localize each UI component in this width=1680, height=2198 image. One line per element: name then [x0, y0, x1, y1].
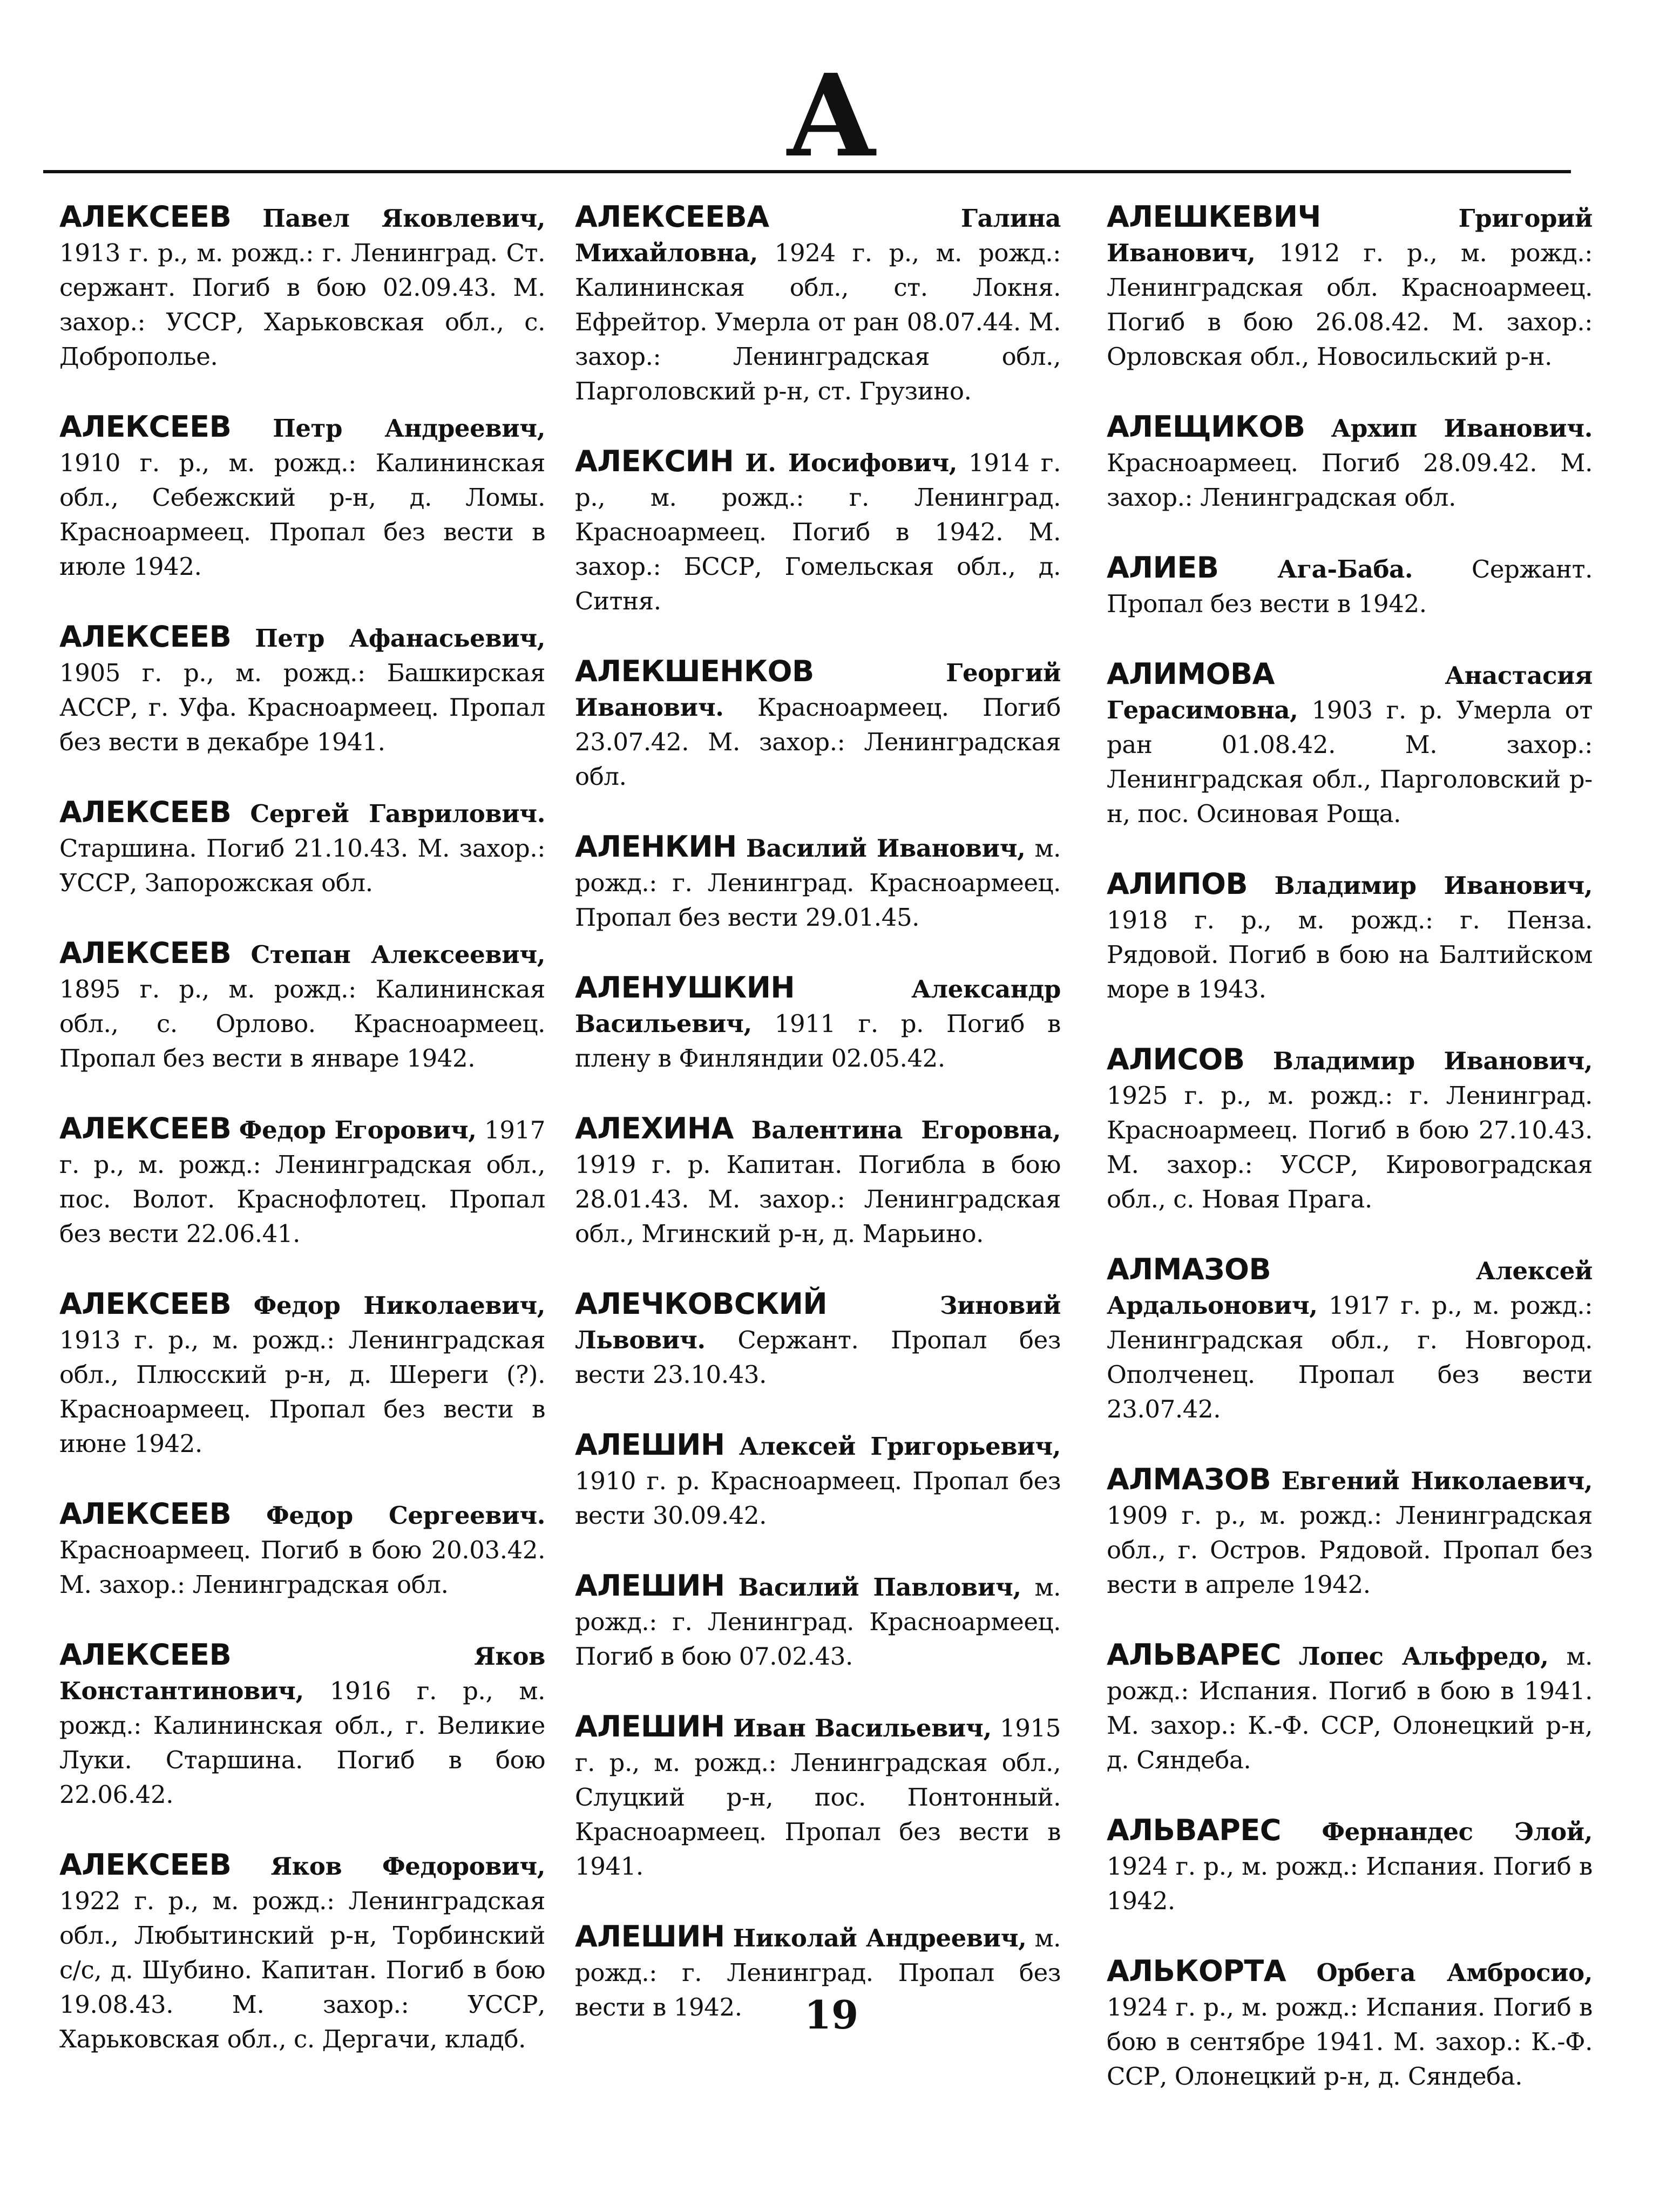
entry-surname: АЛЕКСЕЕВ: [59, 1638, 232, 1672]
entry-details: 1895 г. р., м. рожд.: Калининская обл., с. Орлово. Красноармеец. Пропал без вести в январе 1942.: [59, 975, 545, 1073]
list-item: [59, 795, 545, 900]
entry-surname: АЛМАЗОВ: [1107, 1252, 1271, 1286]
entry-given-name: Орбега Амбросио,: [1316, 1958, 1593, 1987]
list-item: [575, 1569, 1061, 1674]
entry-details: 1910 г. р. Красноармеец. Пропал без вести 30.09.42.: [575, 1467, 1061, 1530]
entry-details: Красноармеец. Погиб 28.09.42. М. захор.: Ленинградская обл.: [1107, 449, 1593, 512]
entry-surname: АЛЕКСЕЕВ: [59, 620, 232, 654]
entry-details: 1917 г. р., м. рожд.: Ленинградская обл., пос. Волот. Краснофлотец. Пропал без вести 22.06.41.: [59, 1116, 546, 1248]
entry-given-name: Яков Константинович,: [59, 1642, 545, 1705]
entry-surname: АЛИЕВ: [1107, 551, 1219, 585]
entry-given-name: Петр Андреевич,: [273, 414, 545, 443]
entry-given-name: Федор Сергеевич.: [266, 1501, 546, 1530]
entry-details: м. рожд.: г. Ленинград. Пропал без вести в 1942.: [575, 1924, 1061, 2021]
list-item: [59, 200, 545, 374]
list-item: [1107, 1638, 1593, 1778]
entry-given-name: Петр Афанасьевич,: [255, 624, 545, 653]
entry-surname: АЛЕХИНА: [575, 1111, 734, 1145]
entry-details: Красноармеец. Погиб 23.07.42. М. захор.: Ленинградская обл.: [575, 693, 1061, 791]
entry-details: 1919 г. р. Капитан. Погибла в бою 28.01.43. М. захор.: Ленинградская обл., Мгинский р-н, д. Марьино.: [575, 1150, 1061, 1248]
entry-given-name: Алексей Ардальонович,: [1107, 1257, 1593, 1320]
entry-details: 1925 г. р., м. рожд.: г. Ленинград. Красноармеец. Погиб в бою 27.10.43. М. захор.: УССР, Кировоградская обл., с. Новая Прага.: [1107, 1081, 1593, 1213]
entry-given-name: Владимир Иванович,: [1274, 871, 1593, 900]
entry-given-name: Николай Андреевич,: [733, 1924, 1027, 1952]
entry-given-name: Галина Михайловна,: [575, 204, 1061, 267]
entry-details: 1914 г. р., м. рожд.: г. Ленинград. Красноармеец. Погиб в 1942. М. захор.: БССР, Гомельская обл., д. Ситня.: [575, 449, 1061, 615]
entry-surname: АЛЕШИН: [575, 1569, 725, 1603]
entry-given-name: Евгений Николаевич,: [1281, 1467, 1593, 1495]
entry-details: Старшина. Погиб 21.10.43. М. захор.: УССР, Запорожская обл.: [59, 834, 545, 897]
entry-details: 1913 г. р., м. рожд.: Ленинградская обл., Плюсский р-н, д. Шереги (?). Красноармеец. Пропал без вести в июне 1942.: [59, 1326, 545, 1458]
page-number: 19: [804, 1992, 859, 2038]
list-item: [1107, 1042, 1593, 1217]
entry-surname: АЛЕЩИКОВ: [1107, 410, 1305, 444]
entry-details: Сержант. Пропал без вести в 1942.: [1107, 555, 1593, 618]
entry-given-name: Иван Васильевич,: [733, 1714, 992, 1742]
header-rule: [43, 170, 1571, 173]
entry-surname: АЛЕНУШКИН: [575, 971, 795, 1005]
list-item: [575, 1287, 1061, 1392]
entry-details: 1924 г. р., м. рожд.: Калининская обл., ст. Локня. Ефрейтор. Умерла от ран 08.07.44. М. захор.: Ленинградская обл., Парголовский р-н, ст. Грузино.: [575, 239, 1061, 405]
entry-surname: АЛЕКСЕЕВ: [59, 410, 232, 444]
entry-surname: АЛИСОВ: [1107, 1042, 1245, 1076]
entry-details: 1922 г. р., м. рожд.: Ленинградская обл., Любытинский р-н, Торбинский с/с, д. Шубино. Капитан. Погиб в бою 19.08.43. М. захор.: УССР, Харьковская обл., с. Дергачи, кладб.: [59, 1887, 545, 2053]
entry-details: 1918 г. р., м. рожд.: г. Пенза. Рядовой. Погиб в бою на Балтийском море в 1943.: [1107, 906, 1593, 1003]
entry-surname: АЛЕКСЕЕВ: [59, 795, 232, 829]
entry-given-name: Александр Васильевич,: [575, 975, 1061, 1038]
entry-surname: АЛЕКСЕЕВ: [59, 936, 232, 970]
entry-given-name: Архип Иванович.: [1331, 414, 1593, 443]
entry-surname: АЛЕШИН: [575, 1919, 725, 1953]
entry-given-name: Фернандес Элой,: [1322, 1817, 1593, 1846]
list-item: [59, 1111, 545, 1251]
entry-given-name: Степан Алексеевич,: [250, 940, 545, 969]
entry-surname: АЛЕШКЕВИЧ: [1107, 200, 1321, 234]
list-item: [1107, 1813, 1593, 1918]
list-item: [59, 620, 545, 759]
list-item: [575, 830, 1061, 935]
entry-surname: АЛЕКСЕЕВ: [59, 1497, 232, 1531]
entry-details: м. рожд.: г. Ленинград. Красноармеец. Погиб в бою 07.02.43.: [575, 1573, 1061, 1671]
list-item: [575, 1111, 1061, 1251]
list-item: [59, 936, 545, 1076]
entry-surname: АЛЕКСЕЕВ: [59, 1848, 232, 1882]
section-letter: А: [785, 49, 878, 182]
entry-details: 1910 г. р., м. рожд.: Калининская обл., Себежский р-н, д. Ломы. Красноармеец. Пропал без вести в июле 1942.: [59, 449, 545, 581]
entry-given-name: Зиновий Львович.: [575, 1291, 1061, 1354]
entry-details: 1915 г. р., м. рожд.: Ленинградская обл., Слуцкий р-н, пос. Понтонный. Красноармеец. Пропал без вести в 1941.: [575, 1714, 1061, 1881]
entry-given-name: Анастасия Герасимовна,: [1107, 661, 1593, 724]
list-item: [575, 1428, 1061, 1533]
entry-details: 1909 г. р., м. рожд.: Ленинградская обл., г. Остров. Рядовой. Пропал без вести в апреле 1942.: [1107, 1501, 1593, 1599]
entry-details: 1913 г. р., м. рожд.: г. Ленинград. Ст. сержант. Погиб в бою 02.09.43. М. захор.: УССР, Харьковская обл., с. Доброполье.: [59, 239, 545, 371]
list-item: [575, 444, 1061, 619]
entry-given-name: Федор Николаевич,: [253, 1291, 545, 1320]
entry-given-name: Яков Федорович,: [270, 1852, 546, 1881]
entry-surname: АЛЕКСЕЕВ: [59, 1287, 232, 1321]
entry-surname: АЛЬВАРЕС: [1107, 1813, 1281, 1847]
entry-given-name: Сергей Гаврилович.: [250, 799, 545, 828]
entry-given-name: Георгий Иванович.: [575, 659, 1061, 722]
entry-surname: АЛЬКОРТА: [1107, 1954, 1286, 1988]
list-item: [575, 1709, 1061, 1884]
entry-given-name: Павел Яковлевич,: [262, 204, 545, 233]
entry-details: 1912 г. р., м. рожд.: Ленинградская обл. Красноармеец. Погиб в бою 26.08.42. М. захор.: Орловская обл., Новосильский р-н.: [1107, 239, 1593, 371]
entry-surname: АЛИМОВА: [1107, 657, 1275, 691]
list-item: [1107, 1252, 1593, 1427]
entry-details: 1924 г. р., м. рожд.: Испания. Погиб в бою в сентябре 1941. М. захор.: К.-Ф. ССР, Олонецкий р-н, д. Сяндеба.: [1107, 1993, 1593, 2091]
entry-given-name: И. Иосифович,: [745, 449, 958, 477]
entry-given-name: Алексей Григорьевич,: [739, 1432, 1061, 1461]
entry-surname: АЛМАЗОВ: [1107, 1462, 1271, 1496]
list-item: [575, 200, 1061, 409]
entry-surname: АЛЕКСЕЕВА: [575, 200, 769, 234]
list-item: [1107, 1954, 1593, 2094]
entry-details: 1917 г. р., м. рожд.: Ленинградская обл., г. Новгород. Ополченец. Пропал без вести 23.07.42.: [1107, 1291, 1593, 1423]
entry-details: Красноармеец. Погиб в бою 20.03.42. М. захор.: Ленинградская обл.: [59, 1536, 545, 1599]
list-item: [575, 654, 1061, 794]
entry-given-name: Василий Павлович,: [738, 1573, 1021, 1602]
list-item: [59, 1287, 545, 1461]
column-2: [575, 200, 1061, 2060]
entry-details: 1905 г. р., м. рожд.: Башкирская АССР, г. Уфа. Красноармеец. Пропал без вести в декабре 1941.: [59, 659, 545, 756]
entry-surname: АЛЬВАРЕС: [1107, 1638, 1281, 1672]
entry-details: м. рожд.: Испания. Погиб в бою в 1941. М. захор.: К.-Ф. ССР, Олонецкий р-н, д. Сяндеба.: [1107, 1642, 1593, 1774]
entry-given-name: Валентина Егоровна,: [751, 1116, 1061, 1144]
entry-given-name: Василий Иванович,: [746, 834, 1026, 863]
entry-details: 1911 г. р. Погиб в плену в Финляндии 02.05.42.: [575, 1009, 1061, 1073]
list-item: [1107, 200, 1593, 374]
entry-surname: АЛЕНКИН: [575, 830, 737, 864]
entry-surname: АЛЕЧКОВСКИЙ: [575, 1287, 828, 1321]
entry-details: 1924 г. р., м. рожд.: Испания. Погиб в 1942.: [1107, 1852, 1593, 1915]
entry-surname: АЛЕШИН: [575, 1709, 725, 1744]
list-item: [59, 1638, 545, 1812]
entry-details: 1903 г. р. Умерла от ран 01.08.42. М. захор.: Ленинградская обл., Парголовский р-н, пос. Осиновая Роща.: [1107, 696, 1593, 828]
entry-surname: АЛЕШИН: [575, 1428, 725, 1462]
entry-surname: АЛЕКСЕЕВ: [59, 1111, 232, 1145]
list-item: [1107, 551, 1593, 621]
list-item: [59, 1497, 545, 1602]
entry-surname: АЛИПОВ: [1107, 867, 1248, 901]
entry-given-name: Григорий Иванович,: [1107, 204, 1593, 267]
entry-given-name: Ага-Баба.: [1277, 555, 1413, 584]
list-item: [59, 410, 545, 584]
column-3: [1107, 200, 1593, 2129]
list-item: [1107, 867, 1593, 1007]
entry-details: 1916 г. р., м. рожд.: Калининская обл., г. Великие Луки. Старшина. Погиб в бою 22.06.42.: [59, 1677, 546, 1809]
entry-surname: АЛЕКШЕНКОВ: [575, 654, 814, 688]
entry-details: Сержант. Пропал без вести 23.10.43.: [575, 1326, 1061, 1389]
list-item: [1107, 657, 1593, 831]
entry-given-name: Федор Егорович,: [239, 1116, 477, 1144]
entry-surname: АЛЕКСЕЕВ: [59, 200, 232, 234]
list-item: [575, 971, 1061, 1076]
entry-given-name: Лопес Альфредо,: [1298, 1642, 1549, 1671]
column-1: [59, 200, 545, 2092]
list-item: [1107, 410, 1593, 515]
entry-given-name: Владимир Иванович,: [1272, 1047, 1593, 1075]
entry-surname: АЛЕКСИН: [575, 444, 734, 478]
list-item: [1107, 1462, 1593, 1602]
list-item: [59, 1848, 545, 2057]
entry-details: м. рожд.: г. Ленинград. Красноармеец. Пропал без вести 29.01.45.: [575, 834, 1061, 932]
